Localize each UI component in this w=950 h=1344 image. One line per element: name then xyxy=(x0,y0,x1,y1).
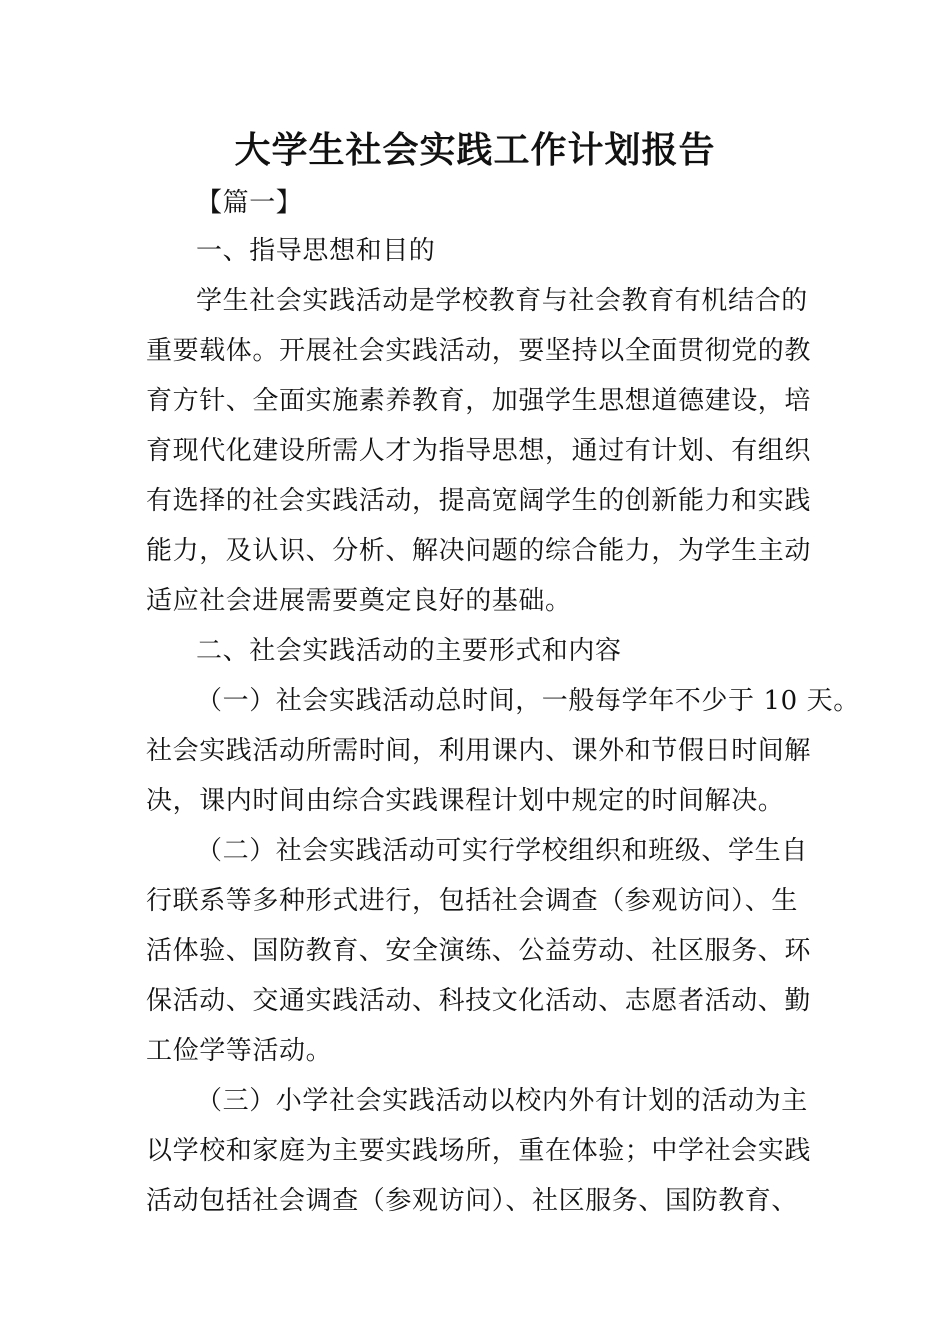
paragraph-line: （一）社会实践活动总时间，一般每学年不少于 10 天。 xyxy=(196,686,860,716)
paragraph-line: 社会实践活动所需时间，利用课内、课外和节假日时间解 xyxy=(146,736,812,766)
paragraph-line: 以学校和家庭为主要实践场所，重在体验；中学社会实践 xyxy=(146,1136,812,1166)
paragraph-line: 能力，及认识、分析、解决问题的综合能力，为学生主动 xyxy=(146,536,812,566)
paragraph-line: 育现代化建设所需人才为指导思想，通过有计划、有组织 xyxy=(146,436,812,466)
paragraph-line: 行联系等多种形式进行，包括社会调查（参观访问）、生 xyxy=(146,886,799,916)
document-title: 大学生社会实践工作计划报告 xyxy=(234,129,716,171)
paragraph-line: 决，课内时间由综合实践课程计划中规定的时间解决。 xyxy=(146,786,785,816)
paragraph-line: 有选择的社会实践活动，提高宽阔学生的创新能力和实践 xyxy=(146,486,812,516)
paragraph-line: 适应社会进展需要奠定良好的基础。 xyxy=(146,586,572,616)
paragraph-line: 保活动、交通实践活动、科技文化活动、志愿者活动、勤 xyxy=(146,986,812,1016)
paragraph-line: 育方针、全面实施素养教育，加强学生思想道德建设，培 xyxy=(146,386,812,416)
paragraph-line: （二）社会实践活动可实行学校组织和班级、学生自 xyxy=(196,836,808,866)
paragraph-line: 工俭学等活动。 xyxy=(146,1036,333,1066)
section-label: 【篇一】 xyxy=(196,188,303,218)
paragraph-line: 活动包括社会调查（参观访问）、社区服务、国防教育、 xyxy=(146,1186,799,1216)
heading-2: 二、社会实践活动的主要形式和内容 xyxy=(196,636,622,666)
paragraph-line: 重要载体。开展社会实践活动，要坚持以全面贯彻党的教 xyxy=(146,336,812,366)
paragraph-line: （三）小学社会实践活动以校内外有计划的活动为主 xyxy=(196,1086,808,1116)
paragraph-line: 活体验、国防教育、安全演练、公益劳动、社区服务、环 xyxy=(146,936,812,966)
heading-1: 一、指导思想和目的 xyxy=(196,236,436,266)
paragraph-line: 学生社会实践活动是学校教育与社会教育有机结合的 xyxy=(196,286,808,316)
